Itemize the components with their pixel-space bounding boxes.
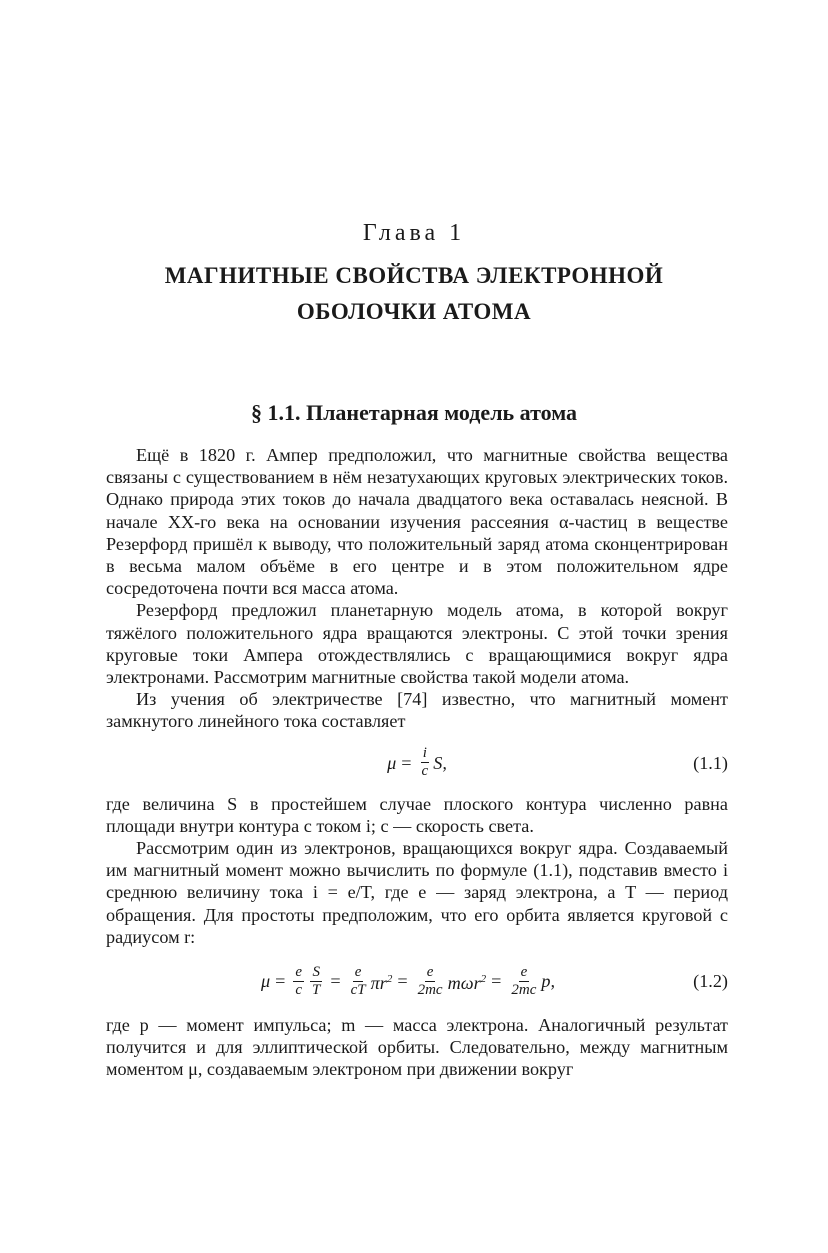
- paragraph-4: где величина S в простейшем случае плоского контура численно равна площади внутри контура с током i; c — скорость света.: [106, 793, 728, 836]
- eq2-f1-den: c: [295, 981, 303, 998]
- equation-number-1-1: (1.1): [693, 752, 728, 773]
- body-text: [106, 444, 728, 1081]
- eq2-term-4: [448, 968, 487, 994]
- eq2-t3-exp: 2: [386, 972, 393, 985]
- eq2-fraction-1: [293, 964, 304, 999]
- eq2-fraction-2: [310, 964, 322, 999]
- eq1-equals: =: [401, 752, 412, 773]
- eq2-term-5: p,: [541, 970, 556, 991]
- chapter-title: [0, 258, 828, 330]
- equation-1-2: [106, 956, 728, 1006]
- paragraph-1: Ещё в 1820 г. Ампер предположил, что магнитные свойства вещества связаны с существованием в нём незатухающих круговых электрических токов. Однако природа этих токов до начала двадцатого века оставалась неясной. В начале XX-го века на основании изучения рассеяния α-частиц в веществе Резерфорд пришёл к выводу, что положительный заряд атома сконцентрирован в весьма малом объёме в его центре и в этом положительном ядре сосредоточена почти вся масса атома.: [106, 445, 728, 599]
- eq2-lhs: μ: [260, 970, 271, 991]
- eq2-f5-num: e: [520, 963, 528, 980]
- eq2-f4-den: 2mc: [417, 981, 443, 998]
- eq2-f4-num: e: [426, 963, 434, 980]
- eq1-fraction: [420, 745, 431, 780]
- eq2-t4-text: mωr: [447, 972, 481, 993]
- eq2-fraction-3: [349, 964, 368, 999]
- eq1-rhs: S,: [433, 752, 447, 773]
- paragraph-3: Из учения об электричестве [74] известно, что магнитный момент замкнутого линейного тока составляет: [106, 689, 728, 732]
- paragraph-5: Рассмотрим один из электронов, вращающихся вокруг ядра. Создаваемый им магнитный момент можно вычислить по формуле (1.1), подставив вместо i среднюю величину тока i = e/T, где e — заряд электрона, а T — период обращения. Для простоты предположим, что его орбита является круговой с радиусом r:: [106, 838, 728, 947]
- eq1-lhs: μ: [387, 752, 397, 773]
- eq2-fraction-4: [416, 964, 445, 999]
- equation-1-1: [106, 743, 728, 783]
- eq2-equals-2: =: [330, 970, 341, 991]
- eq2-equals-1: =: [275, 970, 286, 991]
- eq2-t3-text: πr: [370, 972, 387, 993]
- eq2-f3-num: e: [354, 963, 362, 980]
- equation-number-1-2: (1.2): [693, 970, 728, 991]
- section-title: § 1.1. Планетарная модель атома: [250, 400, 578, 425]
- eq2-fraction-5: [509, 964, 538, 999]
- eq2-equals-4: =: [491, 970, 502, 991]
- eq2-f1-num: e: [295, 963, 303, 980]
- chapter-label: Глава 1: [362, 220, 466, 246]
- eq1-frac-num: i: [422, 745, 427, 762]
- chapter-title-line-1: МАГНИТНЫЕ СВОЙСТВА ЭЛЕКТРОННОЙ: [164, 263, 664, 288]
- eq2-equals-3: =: [397, 970, 408, 991]
- eq2-term-3: [371, 968, 393, 994]
- eq2-f5-den: 2mc: [511, 981, 537, 998]
- eq2-f3-den: cT: [350, 981, 366, 998]
- paragraph-2: Резерфорд предложил планетарную модель атома, в которой вокруг тяжёлого положительного ядра вращаются электроны. С этой точки зрения круговые токи Ампера отождествлялись с вращающимися вокруг ядра электронами. Рассмотрим магнитные свойства такой модели атома.: [106, 600, 728, 688]
- chapter-title-line-2: ОБОЛОЧКИ АТОМА: [296, 299, 532, 324]
- eq2-t4-exp: 2: [480, 972, 487, 985]
- eq1-frac-den: c: [421, 763, 429, 780]
- paragraph-6: где p — момент импульса; m — масса электрона. Аналогичный результат получится и для эллиптической орбиты. Следовательно, между магнитным моментом μ, создаваемым электроном при движении вокруг: [106, 1015, 728, 1080]
- eq2-f2-num: S: [312, 963, 320, 980]
- eq2-f2-den: T: [312, 981, 321, 998]
